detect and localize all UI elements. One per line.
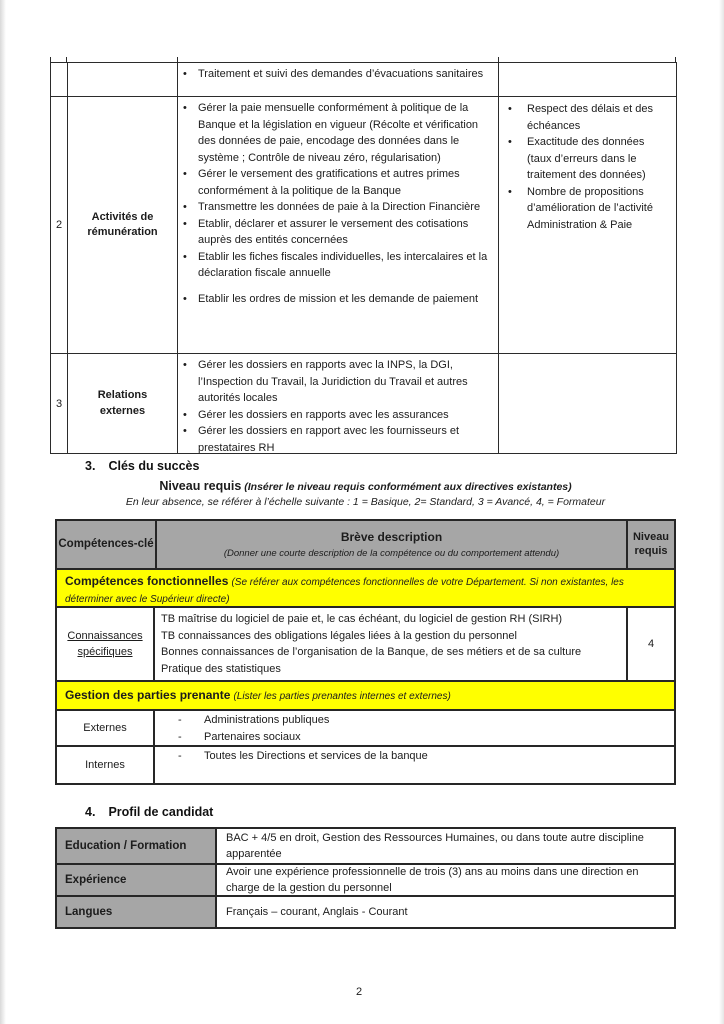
section-number: 3.: [85, 459, 96, 473]
langues-label: Langues: [57, 897, 217, 927]
band-note: (Lister les parties prenantes internes et externes): [233, 691, 451, 702]
task-item: [178, 357, 498, 407]
indicator-item: [499, 184, 676, 234]
education-value: BAC + 4/5 en droit, Gestion des Ressources Humaines, ou dans toute autre discipline apparentée: [226, 832, 644, 860]
header-title: Brève description: [340, 530, 443, 544]
band-note: (Se référer aux compétences fonctionnelles de votre Département. Si non existantes, les déterminer avec le Supérieur directe): [65, 577, 624, 605]
task-item: [178, 216, 498, 249]
competences-table: [55, 519, 676, 785]
activities-table: [50, 62, 677, 454]
dash-icon: -: [178, 750, 182, 762]
row-indicators-cell: [499, 97, 676, 353]
bullet-icon: •: [183, 359, 187, 371]
connaissances-level: 4: [626, 608, 674, 680]
header-breve-description: [157, 521, 628, 568]
list-item: [155, 748, 668, 765]
bullet-icon: •: [183, 292, 187, 305]
experience-value: Avoir une expérience professionnelle de trois (3) ans au moins dans une direction en charge de la gestion du personnel: [226, 866, 639, 894]
task-item: [178, 407, 498, 424]
section-title: Clés du succès: [108, 459, 200, 473]
page-edge-shadow-right: [719, 0, 724, 1024]
item-text: Administrations publiques: [204, 714, 330, 726]
task-text: Etablir les ordres de mission et les demande de paiement: [198, 292, 479, 305]
description-line: TB maîtrise du logiciel de paie et, le cas échéant, du logiciel de gestion RH (SIRH): [161, 613, 563, 625]
row-tasks-cell: [178, 354, 499, 453]
niveau-requis-line: [55, 479, 676, 493]
bullet-icon: •: [508, 136, 512, 148]
description-line: Pratique des statistiques: [161, 662, 281, 675]
bullet-icon: •: [183, 250, 187, 263]
row-number-cell: 3: [51, 354, 68, 453]
competences-header-row: [57, 521, 674, 570]
internes-items: [155, 747, 674, 783]
langues-value: Français – courant, Anglais - Courant: [226, 906, 408, 918]
connaissances-label: Connaissances spécifiques: [57, 608, 155, 680]
niveau-requis-label: Niveau requis: [159, 479, 242, 493]
task-text: Gérer la paie mensuelle conformément à politique de la Banque et la législation en vigueur (Récolte et vérification des données de paie, encodage des données dans le système ; Contrôle de niveau zéro, régularisation): [198, 102, 479, 164]
row-indicators-cell: [499, 354, 676, 453]
internes-label: Internes: [57, 747, 155, 783]
indicator-item: [499, 134, 676, 184]
task-text: Gérer les dossiers en rapports avec la INPS, la DGI, l’Inspection du Travail, la Juridiction du Travail et autres autorités locales: [198, 359, 468, 404]
description-line: Bonnes connaissances de l’organisation de la Banque, de ses métiers et de sa culture: [161, 646, 582, 658]
niveau-requis-note: (Insérer le niveau requis conformément aux directives existantes): [244, 481, 572, 493]
bullet-icon: •: [183, 217, 187, 230]
list-item: [155, 712, 668, 729]
task-item: [178, 199, 498, 216]
externes-label: Externes: [57, 711, 155, 745]
task-text: Traitement et suivi des demandes d’évacuations sanitaires: [198, 68, 484, 80]
parties-prenantes-band: [57, 682, 674, 711]
header-competences-cle: Compétences-clé: [57, 521, 157, 568]
niveau-requis-block: [55, 479, 676, 508]
bullet-icon: •: [183, 168, 187, 180]
row-number-cell: [51, 63, 68, 96]
row-label-cell: Relations externes: [68, 354, 178, 453]
connaissances-description: [155, 608, 626, 680]
indicator-text: Exactitude des données (taux d’erreurs dans le traitement des données): [527, 136, 646, 181]
bullet-icon: •: [183, 425, 187, 437]
task-item: [178, 249, 498, 282]
header-niveau-requis: Niveau requis: [632, 531, 670, 557]
indicator-text: Respect des délais et des échéances: [527, 103, 653, 132]
profile-table: [55, 827, 676, 929]
section-4-heading: [85, 805, 213, 819]
dash-icon: -: [178, 714, 182, 726]
table-row: [51, 63, 676, 96]
row-tasks-cell: [178, 97, 499, 353]
bullet-icon: •: [183, 68, 187, 80]
section-3-heading: [85, 459, 199, 473]
row-label-cell: [68, 63, 178, 96]
task-text: Gérer les dossiers en rapports avec les assurances: [198, 408, 449, 421]
experience-label: Expérience: [57, 865, 217, 895]
header-note: (Donner une courte description de la compétence ou du comportement attendu): [223, 548, 560, 559]
task-item: [178, 66, 498, 83]
niveau-scale-line: En leur absence, se référer à l’échelle suivante : 1 = Basique, 2= Standard, 3 = Avancé, 4, = Formateur: [125, 496, 606, 508]
task-text: Gérer les dossiers en rapport avec les fournisseurs et prestataires RH: [198, 425, 460, 454]
task-text: Etablir, déclarer et assurer le versement des cotisations auprès des entités concernées: [198, 217, 469, 246]
task-item: [178, 291, 498, 308]
description-line: TB connaissances des obligations légales liées à la gestion du personnel: [161, 629, 517, 642]
bullet-icon: •: [183, 201, 187, 213]
task-text: Gérer le versement des gratifications et autres primes conformément à la politique de la Banque: [198, 168, 460, 197]
bullet-icon: •: [183, 408, 187, 421]
list-item: [155, 729, 668, 746]
section-title: Profil de candidat: [108, 805, 214, 819]
task-text: Etablir les fiches fiscales individuelles, les intercalaires et la déclaration fiscale annuelle: [198, 250, 488, 279]
item-text: Toutes les Directions et services de la banque: [204, 750, 428, 762]
row-tasks-cell: [178, 63, 499, 96]
externes-row: [57, 711, 674, 747]
education-label: Education / Formation: [57, 829, 217, 863]
page-edge-shadow-left: [0, 0, 6, 1024]
task-item: [178, 423, 498, 456]
bullet-icon: •: [183, 102, 187, 114]
band-title: Compétences fonctionnelles: [65, 574, 229, 588]
row-number-cell: 2: [51, 97, 68, 353]
table-row: [57, 829, 674, 865]
indicator-text: Nombre de propositions d’amélioration de l’activité Administration & Paie: [527, 185, 653, 231]
section-number: 4.: [85, 805, 96, 819]
item-text: Partenaires sociaux: [204, 730, 301, 743]
functional-competences-band: [57, 570, 674, 608]
table-row: [57, 865, 674, 897]
indicator-item: [499, 101, 676, 134]
externes-items: [155, 711, 674, 745]
row-label-cell: Activités de rémunération: [68, 97, 178, 353]
task-item: [178, 100, 498, 166]
bullet-icon: •: [508, 103, 512, 115]
table-row: [51, 96, 676, 353]
dash-icon: -: [178, 730, 182, 743]
table-row: [51, 353, 676, 453]
connaissances-row: [57, 608, 674, 682]
band-title: Gestion des parties prenante: [65, 688, 231, 702]
page-number: 2: [355, 986, 363, 998]
task-item: [178, 166, 498, 199]
table-row: [57, 897, 674, 927]
bullet-icon: •: [508, 185, 512, 198]
task-text: Transmettre les données de paie à la Direction Financière: [198, 201, 481, 213]
internes-row: [57, 747, 674, 783]
row-indicators-cell: [499, 63, 676, 96]
